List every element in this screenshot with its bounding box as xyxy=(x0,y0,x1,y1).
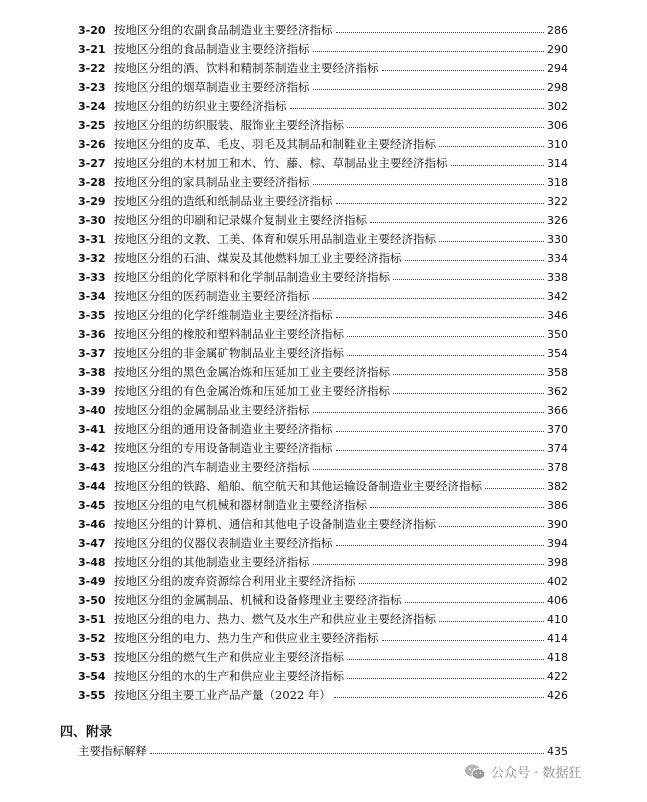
toc-entry[interactable] xyxy=(78,382,568,401)
dot-leader xyxy=(370,507,544,508)
toc-entry[interactable] xyxy=(78,135,568,154)
dot-leader xyxy=(393,393,544,394)
toc-entry-number: 3-26 xyxy=(78,138,106,151)
dot-leader xyxy=(336,203,545,204)
toc-entry-title: 按地区分组的化学原料和化学制品制造业主要经济指标 xyxy=(114,270,390,284)
dot-leader xyxy=(439,621,544,622)
toc-entry-number: 3-43 xyxy=(78,461,106,474)
dot-leader xyxy=(290,108,545,109)
dot-leader xyxy=(393,374,544,375)
toc-entry-number: 3-36 xyxy=(78,328,106,341)
dot-leader xyxy=(313,469,545,470)
toc-entry-number: 3-38 xyxy=(78,366,106,379)
toc-entry-number: 3-48 xyxy=(78,556,106,569)
toc-entry[interactable] xyxy=(78,78,568,97)
toc-entry-title: 按地区分组的造纸和纸制品业主要经济指标 xyxy=(114,194,333,208)
toc-entry-number: 3-32 xyxy=(78,252,106,265)
toc-entry-page: 302 xyxy=(547,100,568,113)
toc-entry[interactable] xyxy=(78,211,568,230)
toc-entry-number: 3-35 xyxy=(78,309,106,322)
toc-entry[interactable] xyxy=(78,325,568,344)
dot-leader xyxy=(336,431,545,432)
toc-entry-page: 414 xyxy=(547,632,568,645)
toc-entry-title: 按地区分组的其他制造业主要经济指标 xyxy=(114,555,310,569)
toc-entry-number: 3-25 xyxy=(78,119,106,132)
dot-leader xyxy=(382,640,545,641)
toc-entry-title: 按地区分组的电力、热力、燃气及水生产和供应业主要经济指标 xyxy=(114,612,436,626)
toc-entry-title: 按地区分组的纺织服装、服饰业主要经济指标 xyxy=(114,118,344,132)
toc-entry-page: 402 xyxy=(547,575,568,588)
dot-leader xyxy=(347,659,544,660)
toc-entry[interactable] xyxy=(78,59,568,78)
toc-entry[interactable] xyxy=(78,591,568,610)
toc-entry-title: 按地区分组的食品制造业主要经济指标 xyxy=(114,42,310,56)
toc-entry[interactable] xyxy=(78,192,568,211)
dot-leader xyxy=(439,526,544,527)
dot-leader xyxy=(347,678,544,679)
toc-entry[interactable] xyxy=(78,420,568,439)
toc-entry-page: 298 xyxy=(547,81,568,94)
toc-entry-title: 按地区分组的化学纤维制造业主要经济指标 xyxy=(114,308,333,322)
toc-entry-number: 3-28 xyxy=(78,176,106,189)
dot-leader xyxy=(405,260,545,261)
toc-entry-page: 326 xyxy=(547,214,568,227)
toc-entry-number: 3-47 xyxy=(78,537,106,550)
dot-leader xyxy=(150,753,544,754)
dot-leader xyxy=(485,488,544,489)
toc-entry[interactable] xyxy=(78,344,568,363)
toc-entry[interactable] xyxy=(78,458,568,477)
toc-entry-page: 418 xyxy=(547,651,568,664)
dot-leader xyxy=(451,165,545,166)
watermark-text: 公众号 · 数据狂 xyxy=(491,766,582,781)
toc-entry-number: 3-33 xyxy=(78,271,106,284)
toc-entry-title: 按地区分组的金属制品、机械和设备修理业主要经济指标 xyxy=(114,593,402,607)
toc-entry-number: 3-30 xyxy=(78,214,106,227)
toc-entry-title: 按地区分组的印刷和记录媒介复制业主要经济指标 xyxy=(114,213,367,227)
toc-entry-page: 370 xyxy=(547,423,568,436)
toc-entry-number: 3-20 xyxy=(78,24,106,37)
dot-leader xyxy=(393,279,544,280)
toc-entry-number: 3-46 xyxy=(78,518,106,531)
toc-entry-page: 290 xyxy=(547,43,568,56)
toc-entry[interactable] xyxy=(78,21,568,40)
toc-entry[interactable] xyxy=(78,287,568,306)
toc-entry[interactable] xyxy=(78,610,568,629)
toc-entry-title: 按地区分组的家具制品业主要经济指标 xyxy=(114,175,310,189)
toc-entry-title: 按地区分组的通用设备制造业主要经济指标 xyxy=(114,422,333,436)
toc-entry-number: 3-54 xyxy=(78,670,106,683)
appendix-list xyxy=(78,742,568,761)
toc-entry[interactable] xyxy=(78,648,568,667)
toc-entry-title: 按地区分组的有色金属冶炼和压延加工业主要经济指标 xyxy=(114,384,390,398)
toc-entry-page: 374 xyxy=(547,442,568,455)
toc-entry-title: 按地区分组的酒、饮料和精制茶制造业主要经济指标 xyxy=(114,61,379,75)
toc-entry[interactable] xyxy=(78,249,568,268)
toc-entry[interactable] xyxy=(78,667,568,686)
toc-entry-page: 286 xyxy=(547,24,568,37)
dot-leader xyxy=(439,241,544,242)
toc-entry-page: 318 xyxy=(547,176,568,189)
toc-entry-title: 按地区分组的金属制品业主要经济指标 xyxy=(114,403,310,417)
toc-entry-number: 3-53 xyxy=(78,651,106,664)
toc-entry-page: 334 xyxy=(547,252,568,265)
toc-entry[interactable] xyxy=(78,629,568,648)
toc-entry[interactable] xyxy=(78,306,568,325)
toc-entry[interactable] xyxy=(78,230,568,249)
toc-entry-number: 3-51 xyxy=(78,613,106,626)
toc-entry-title: 按地区分组的石油、煤炭及其他燃料加工业主要经济指标 xyxy=(114,251,402,265)
toc-entry-title: 按地区分组的汽车制造业主要经济指标 xyxy=(114,460,310,474)
section-heading-appendix: 四、附录 xyxy=(60,725,113,740)
watermark xyxy=(464,762,581,781)
toc-entry[interactable] xyxy=(78,173,568,192)
toc-entry-page: 294 xyxy=(547,62,568,75)
toc-entry-number: 3-27 xyxy=(78,157,106,170)
toc-entry[interactable] xyxy=(78,515,568,534)
toc-entry-number: 3-37 xyxy=(78,347,106,360)
dot-leader xyxy=(336,545,545,546)
toc-entry-page: 338 xyxy=(547,271,568,284)
toc-entry-title: 按地区分组的纺织业主要经济指标 xyxy=(114,99,287,113)
dot-leader xyxy=(347,127,544,128)
toc-entry[interactable] xyxy=(78,686,568,705)
toc-entry[interactable] xyxy=(78,401,568,420)
toc-entry[interactable] xyxy=(78,97,568,116)
toc-entry-page: 346 xyxy=(547,309,568,322)
toc-entry-page: 330 xyxy=(547,233,568,246)
dot-leader xyxy=(334,697,544,698)
toc-entry-page: 406 xyxy=(547,594,568,607)
toc-entry-page: 342 xyxy=(547,290,568,303)
toc-entry-number: 3-34 xyxy=(78,290,106,303)
toc-entry-number: 3-55 xyxy=(78,689,106,702)
dot-leader xyxy=(336,317,545,318)
toc-entry-title: 按地区分组的木材加工和木、竹、藤、棕、草制品业主要经济指标 xyxy=(114,156,448,170)
toc-entry-number: 3-29 xyxy=(78,195,106,208)
toc-entry-number: 3-23 xyxy=(78,81,106,94)
dot-leader xyxy=(370,222,544,223)
toc-entry-page: 398 xyxy=(547,556,568,569)
toc-entry-title: 按地区分组的专用设备制造业主要经济指标 xyxy=(114,441,333,455)
dot-leader xyxy=(382,70,545,71)
toc-entry-title: 按地区分组的农副食品制造业主要经济指标 xyxy=(114,23,333,37)
toc-entry-page: 422 xyxy=(547,670,568,683)
toc-entry-page: 310 xyxy=(547,138,568,151)
toc-entry-page: 354 xyxy=(547,347,568,360)
toc-entry-title: 按地区分组的文教、工美、体育和娱乐用品制造业主要经济指标 xyxy=(114,232,436,246)
toc-entry[interactable] xyxy=(78,40,568,59)
toc-entry-title: 按地区分组的废弃资源综合利用业主要经济指标 xyxy=(114,574,356,588)
toc-entry-number: 3-49 xyxy=(78,575,106,588)
toc-entry[interactable] xyxy=(78,363,568,382)
toc-entry-appendix[interactable] xyxy=(78,742,568,761)
toc-entry-title: 按地区分组的皮革、毛皮、羽毛及其制品和制鞋业主要经济指标 xyxy=(114,137,436,151)
wechat-icon xyxy=(464,763,486,781)
dot-leader xyxy=(405,602,545,603)
toc-entry-page: 378 xyxy=(547,461,568,474)
dot-leader xyxy=(313,89,545,90)
toc-entry-number: 3-31 xyxy=(78,233,106,246)
toc-entry-page: 435 xyxy=(547,745,568,758)
toc-entry-page: 322 xyxy=(547,195,568,208)
dot-leader xyxy=(347,336,544,337)
toc-entry-number: 3-42 xyxy=(78,442,106,455)
toc-entry-title: 按地区分组的仪器仪表制造业主要经济指标 xyxy=(114,536,333,550)
toc-entry-title: 按地区分组的电气机械和器材制造业主要经济指标 xyxy=(114,498,367,512)
toc-entry-page: 390 xyxy=(547,518,568,531)
toc-entry-title: 按地区分组的电力、热力生产和供应业主要经济指标 xyxy=(114,631,379,645)
toc-entry-page: 386 xyxy=(547,499,568,512)
dot-leader xyxy=(313,412,545,413)
toc-entry-title: 按地区分组的水的生产和供应业主要经济指标 xyxy=(114,669,344,683)
toc-entry-page: 410 xyxy=(547,613,568,626)
toc-entry[interactable] xyxy=(78,154,568,173)
toc-entry-number: 3-52 xyxy=(78,632,106,645)
toc-entry[interactable] xyxy=(78,116,568,135)
toc-entry-page: 314 xyxy=(547,157,568,170)
toc-entry-number: 3-24 xyxy=(78,100,106,113)
toc-entry-number: 3-41 xyxy=(78,423,106,436)
toc-entry-page: 362 xyxy=(547,385,568,398)
toc-entry[interactable] xyxy=(78,572,568,591)
dot-leader xyxy=(313,51,545,52)
toc-entry-number: 3-45 xyxy=(78,499,106,512)
dot-leader xyxy=(336,450,545,451)
toc-entry-page: 358 xyxy=(547,366,568,379)
toc-entry[interactable] xyxy=(78,553,568,572)
toc-entry-title: 按地区分组的橡胶和塑料制品业主要经济指标 xyxy=(114,327,344,341)
dot-leader xyxy=(359,583,545,584)
toc-entry-number: 3-40 xyxy=(78,404,106,417)
toc-entry[interactable] xyxy=(78,496,568,515)
toc-entry-title: 按地区分组的燃气生产和供应业主要经济指标 xyxy=(114,650,344,664)
dot-leader xyxy=(336,32,545,33)
toc-entry-title: 按地区分组主要工业产品产量（2022 年） xyxy=(114,688,331,702)
toc-entry-number: 3-50 xyxy=(78,594,106,607)
toc-entry-number: 3-44 xyxy=(78,480,106,493)
toc-entry-number: 3-39 xyxy=(78,385,106,398)
toc-entry-number: 3-22 xyxy=(78,62,106,75)
toc-entry-page: 426 xyxy=(547,689,568,702)
toc-entry-title: 按地区分组的烟草制造业主要经济指标 xyxy=(114,80,310,94)
toc-entry-title: 按地区分组的计算机、通信和其他电子设备制造业主要经济指标 xyxy=(114,517,436,531)
dot-leader xyxy=(313,298,545,299)
toc-entry-page: 350 xyxy=(547,328,568,341)
toc-entry-title: 按地区分组的医药制造业主要经济指标 xyxy=(114,289,310,303)
toc-entry-number: 3-21 xyxy=(78,43,106,56)
toc-entry[interactable] xyxy=(78,439,568,458)
toc-entry-title: 按地区分组的黑色金属冶炼和压延加工业主要经济指标 xyxy=(114,365,390,379)
dot-leader xyxy=(439,146,544,147)
dot-leader xyxy=(313,184,545,185)
toc-entry-title: 按地区分组的铁路、船舶、航空航天和其他运输设备制造业主要经济指标 xyxy=(114,479,482,493)
dot-leader xyxy=(313,564,545,565)
toc-entry-page: 366 xyxy=(547,404,568,417)
toc-entry[interactable] xyxy=(78,268,568,287)
toc-entry-title: 按地区分组的非金属矿物制品业主要经济指标 xyxy=(114,346,344,360)
dot-leader xyxy=(347,355,544,356)
toc-entry-page: 394 xyxy=(547,537,568,550)
toc-list xyxy=(78,21,568,705)
toc-entry[interactable] xyxy=(78,477,568,496)
toc-entry[interactable] xyxy=(78,534,568,553)
toc-entry-page: 382 xyxy=(547,480,568,493)
toc-entry-page: 306 xyxy=(547,119,568,132)
toc-entry-title: 主要指标解释 xyxy=(78,744,147,758)
